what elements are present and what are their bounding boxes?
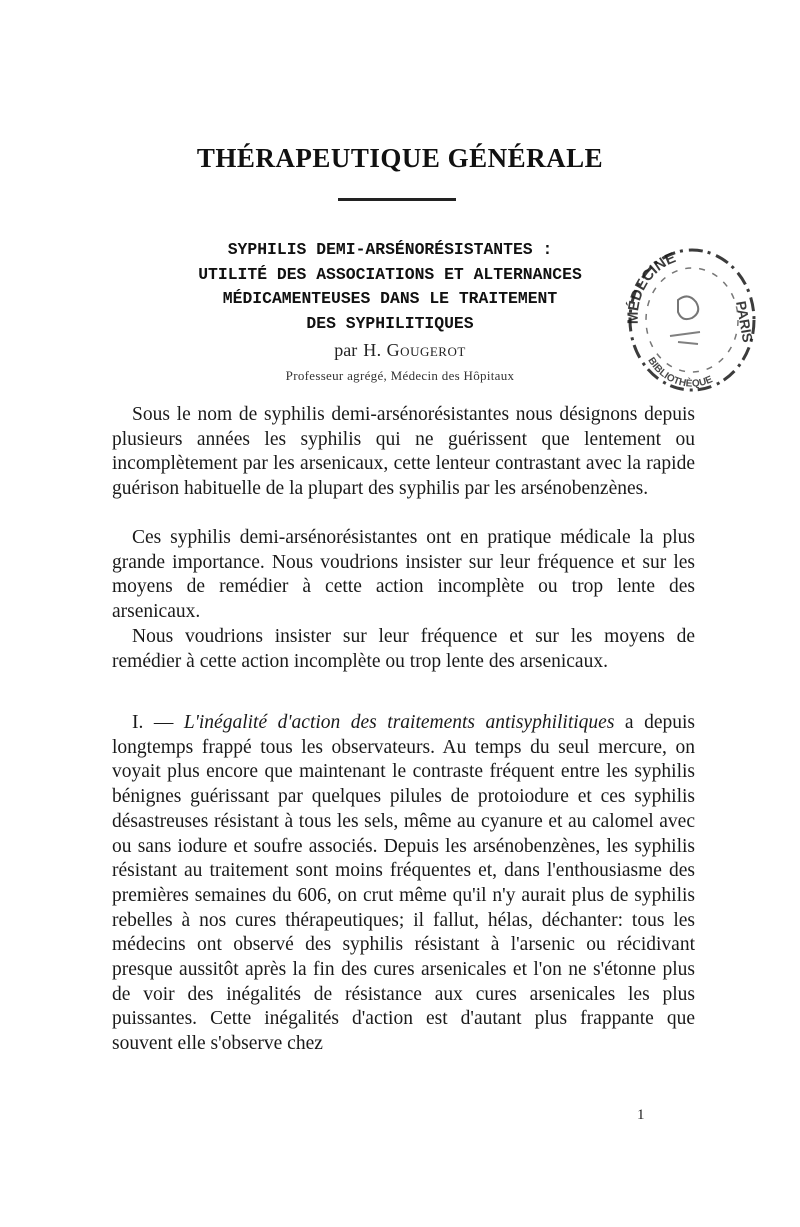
italic-phrase: L'inégalité d'action des traitements antisyphilitiques	[183, 712, 615, 733]
body-paragraph	[112, 625, 695, 674]
heading-rule	[338, 198, 456, 201]
article-title	[150, 238, 630, 336]
author-name: H. Gougerot	[363, 340, 466, 360]
stamp-text-top: MÉDECINE	[624, 249, 679, 325]
library-stamp	[608, 232, 760, 398]
article-title-line: DES SYPHILITIQUES	[306, 313, 474, 333]
paragraph-text	[112, 711, 695, 1057]
author-affiliation: Professeur agrégé, Médecin des Hôpitaux	[285, 368, 515, 383]
body-paragraph	[112, 711, 695, 1057]
article-title-line: MÉDICAMENTEUSES DANS LE TRAITEMENT	[222, 289, 558, 308]
body-paragraph	[112, 403, 695, 501]
paragraph-text: Sous le nom de syphilis demi-arsénorésistantes nous désignons depuis plusieurs années les syphilis qui ne guérissent que lentement ou incomplètement par les arsenicaux, cette lenteur contrastant avec la rapide guérison habituelle de la plupart des syphilis par les arsénobenzènes.	[112, 404, 695, 499]
section-number: I. —	[132, 712, 184, 733]
body-paragraph	[112, 526, 695, 624]
paragraph-text: Nous voudrions insister sur leur fréquence et sur les moyens de remédier à cette action incomplète ou trop lente des arsenicaux.	[112, 626, 695, 672]
section-heading: THÉRAPEUTIQUE GÉNÉRALE	[196, 143, 604, 173]
stamp-text-right: PARIS	[733, 299, 757, 344]
paragraph-rest: a depuis longtemps frappé tous les observateurs. Au temps du seul mercure, on voyait plus encore que maintenant le contraste fréquent entre les syphilis bénignes guérissant par quelques pilules de protoiodure et ces syphilis désastreuses résistant à tous les sels, même au cyanure et au calomel avec ou sans iodure et soufre associés. Depuis les arsénobenzènes, les syphilis résistant au traitement sont moins fréquentes et, dans l'enthousiasme des premières semaines du 606, on crut même qu'il n'y aurait plus de syphilis rebelles à nos cures thérapeutiques; il fallut, hélas, déchanter: tous les médecins ont observé des syphilis résistant à l'arsenic ou récidivant presque aussitôt après la fin des cures arsenicales et l'on ne s'étonne plus de voir des inégalités de résistance aux cures arsenicales les plus puissantes. Cette inégalités d'action est d'autant plus frappante que souvent elle s'observe chez	[112, 712, 695, 1055]
article-title-line: UTILITÉ DES ASSOCIATIONS ET ALTERNANCES	[198, 264, 582, 284]
article-title-line: SYPHILIS DEMI-ARSÉNORÉSISTANTES :	[227, 240, 553, 259]
page-number: 1	[637, 1107, 645, 1123]
author-by: par	[334, 340, 358, 360]
stamp-text-bottom: BIBLIOTHÈQUE	[645, 355, 715, 390]
paragraph-text: Ces syphilis demi-arsénorésistantes ont en pratique médicale la plus grande importance. Nous voudrions insister sur leur fréquence et sur les moyens de remédier à cette action incomplète ou trop lente des arsenicaux.	[112, 527, 695, 622]
